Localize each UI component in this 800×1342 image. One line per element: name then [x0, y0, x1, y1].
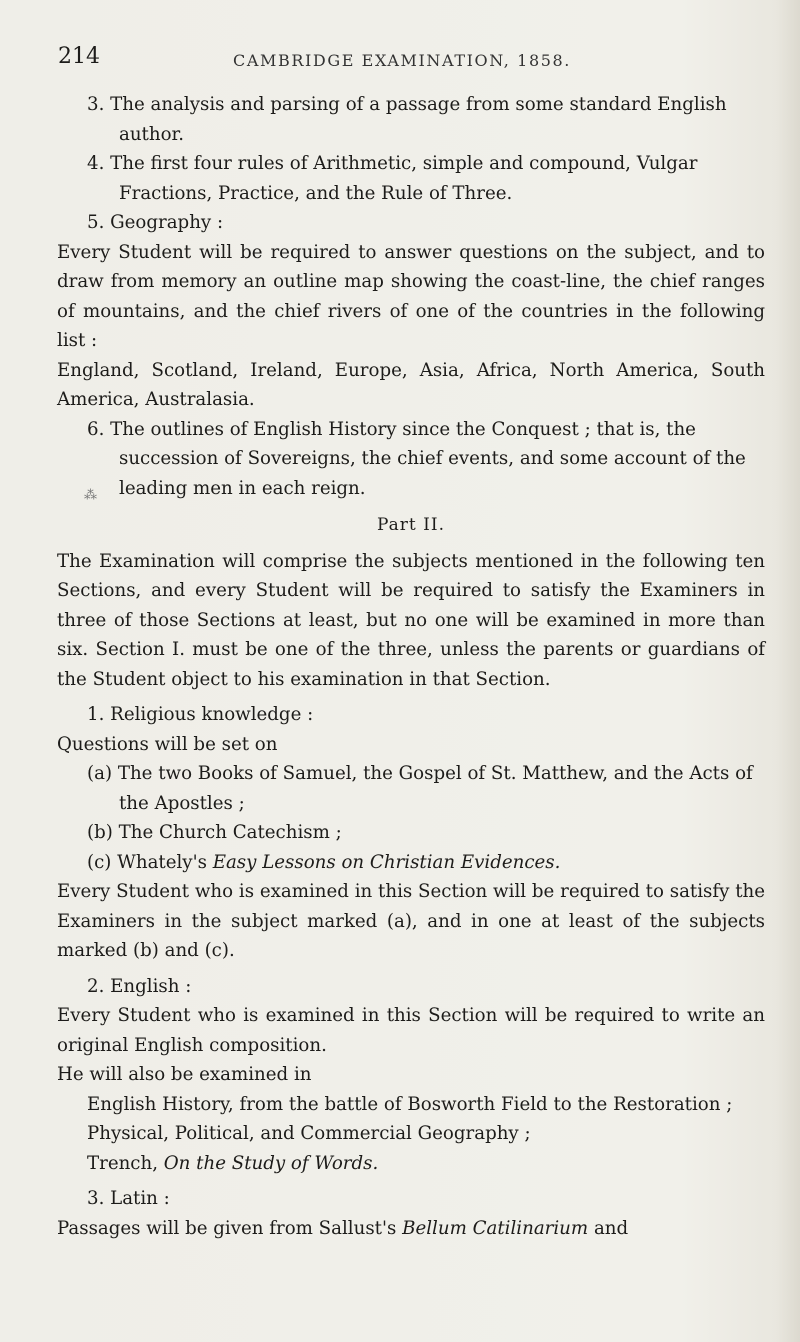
section-2-heading: 2. English :: [87, 975, 192, 997]
section-1-c: [87, 848, 765, 878]
item-5-paragraph: Every Student will be required to answer questions on the subject, and to draw from memory an outline map showing the coast-line, the chief ranges of mountains, and the chief rivers of one of the countries in the following list :: [57, 241, 765, 351]
section-2-item-3-title: On the Study of Words.: [163, 1152, 379, 1174]
section-1-c-title: Easy Lessons on Christian Evidences.: [212, 851, 561, 873]
running-head: CAMBRIDGE EXAMINATION, 1858.: [233, 51, 571, 70]
section-3-heading: 3. Latin :: [87, 1188, 170, 1209]
section-3-paragraph: [57, 1214, 765, 1244]
body-text: [57, 90, 765, 1243]
section-2-item-2: Physical, Political, and Commercial Geography ;: [87, 1123, 531, 1144]
item-6: 6. The outlines of English History since the Conquest ; that is, the succession of Sovereigns, the chief events, and some account of the leading men in each reign.: [87, 418, 746, 499]
page-number: 214: [58, 44, 100, 69]
item-4: 4. The first four rules of Arithmetic, simple and compound, Vulgar Fractions, Practice, and the Rule of Three.: [87, 153, 698, 204]
section-3-title: Bellum Catilinarium: [402, 1217, 589, 1239]
section-1-b: (b) The Church Catechism ;: [87, 822, 342, 843]
section-3-suffix: and: [588, 1217, 629, 1239]
item-5-heading: 5. Geography :: [87, 212, 224, 233]
section-2-item-3-prefix: Trench,: [87, 1152, 164, 1174]
section-1-a: (a) The two Books of Samuel, the Gospel of St. Matthew, and the Acts of the Apostles ;: [87, 763, 753, 814]
section-2-paragraph: Every Student who is examined in this Section will be required to write an original English composition.: [57, 1005, 765, 1056]
section-1-note: Every Student who is examined in this Section will be required to satisfy the Examiners in the subject marked (a), and in one at least of the subjects marked (b) and (c).: [57, 881, 765, 961]
part-2-heading: Part II.: [376, 515, 445, 535]
section-1-c-prefix: (c) Whately's: [87, 851, 213, 873]
item-5-country-list: England, Scotland, Ireland, Europe, Asia, Africa, North America, South America, Australasia.: [57, 359, 765, 410]
section-1-heading: 1. Religious knowledge :: [87, 704, 314, 725]
section-2-item-3: [87, 1149, 765, 1179]
section-2-lead: He will also be examined in: [57, 1064, 312, 1085]
part-2-intro: The Examination will comprise the subjects mentioned in the following ten Sections, and every Student will be required to satisfy the Examiners in three of those Sections at least, but no one will be examined in more than six. Section I. must be one of the three, unless the parents or guardians of the Student object to his examination in that Section.: [57, 550, 765, 690]
item-3: 3. The analysis and parsing of a passage from some standard English author.: [87, 94, 727, 145]
section-3-prefix: Passages will be given from Sallust's: [57, 1217, 403, 1239]
stray-mark: ⁂: [84, 488, 97, 503]
section-1-lead: Questions will be set on: [57, 733, 278, 755]
section-2-item-1: English History, from the battle of Bosworth Field to the Restoration ;: [87, 1093, 733, 1115]
